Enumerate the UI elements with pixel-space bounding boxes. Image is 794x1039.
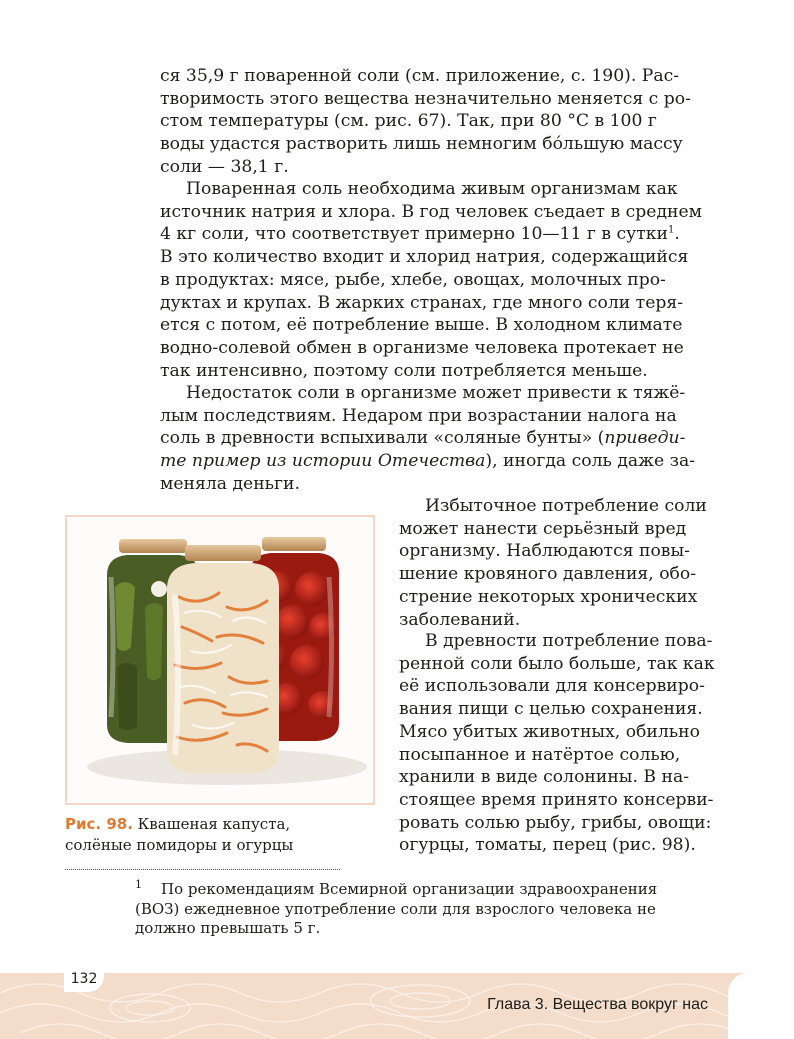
paragraph-3 [160, 382, 728, 496]
paragraph-4: Избыточное потребление соли может нанести серьёзный вред организму. Наблюдаются повы- шение кровяного давления, обо- стрение некоторых хронических заболеваний. [399, 496, 707, 630]
paragraph-3-italic: приведи- те пример из истории Отечества [160, 428, 686, 472]
paragraph-2-text-rest: . В это количество входит и хлорид натрия, содержащийся в продуктах: мясе, рыбе, хлебе, овощах, молочных про- дуктах и крупах. В жарких странах, где много соли теря- ется с потом, её потребление выше. В холодном климате водно-солевой обмен в организме человека протекает не так интенсивно, поэтому соли потребляется меньше. [160, 224, 689, 381]
paragraph-2 [160, 178, 728, 382]
footnote-reference: 1 [668, 224, 675, 236]
sauerkraut-jar [167, 545, 279, 773]
figure-label: Рис. 98. [65, 815, 133, 833]
paragraph-2-text: Поваренная соль необходима живым организмам как источник натрия и хлора. В год человек съедает в среднем 4 кг соли, что соответствует примерно 10—11 г в сутки [160, 179, 703, 245]
footnote-text: По рекомендациям Всемирной организации здравоохранения (ВОЗ) ежедневное употребление соли для взрослого человека не должно превышать 5 г. [135, 880, 658, 937]
footnote-separator [65, 869, 340, 870]
page-number: 132 [64, 966, 104, 992]
paragraph-3-text: Недостаток соли в организме может привести к тяжё- лым последствиям. Недаром при возрастании налога на соль в древности вспыхивали «соляные бунты» ( [160, 383, 686, 449]
chapter-title: Глава 3. Вещества вокруг нас [487, 996, 708, 1013]
figure-caption-text: Квашеная капуста, солёные помидоры и огурцы [65, 815, 294, 854]
footer-corner [728, 973, 794, 1039]
figure-jars-image [65, 515, 375, 805]
footnote-mark: 1 [135, 878, 142, 891]
paragraph-5: В древности потребление пова- ренной соли было больше, так как её использовали для консервиро- вания пищи с целью сохранения. Мясо убитых животных, обильно посыпанное и натёртое солью, хранили в виде солонины. В на- стоящее время принято консерви- ровать солью рыбу, грибы, овощи: огурцы, томаты, перец (рис. 98). [399, 631, 715, 856]
paragraph-1: ся 35,9 г поваренной соли (см. приложение, с. 190). Рас- творимость этого вещества незначительно меняется с ро- стом температуры (см. рис. 67). Так, при 80 °С в 100 г воды удастся растворить лишь немногим бо́льшую массу соли — 38,1 г. [160, 66, 691, 177]
figure-caption [65, 814, 375, 856]
paragraph-3-text-end: ), иногда соль даже за- меняла деньги. [160, 451, 696, 494]
